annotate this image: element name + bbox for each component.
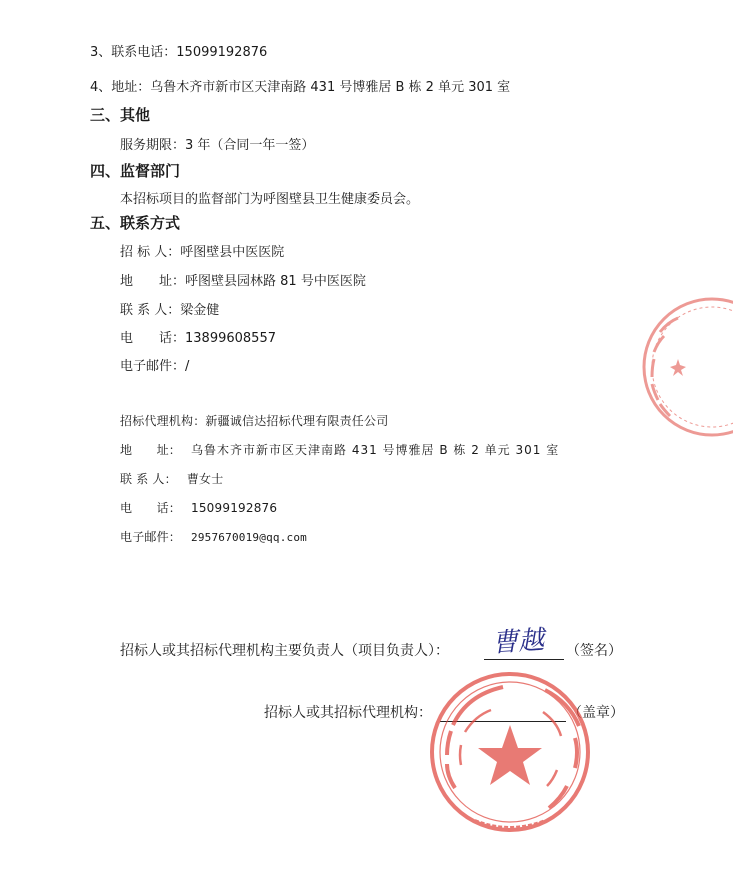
agency-address: 乌鲁木齐市新市区天津南路 431 号博雅居 B 栋 2 单元 301 室 <box>191 443 560 457</box>
phone-line <box>90 41 267 60</box>
agency-email-row <box>120 528 307 545</box>
responsible-person-row <box>120 640 449 660</box>
phone-label: 3、联系电话： <box>90 45 177 60</box>
agency-phone: 15099192876 <box>191 501 278 515</box>
org-label: 招标人或其招标代理机构： <box>264 705 432 721</box>
tenderer-address: 呼图壁县园林路 81 号中医医院 <box>185 274 366 289</box>
tenderer-contact-row <box>120 299 219 318</box>
handwritten-signature: 曹越 <box>491 625 546 659</box>
agency-seal-icon <box>425 670 595 835</box>
agency-name: 新疆诚信达招标代理有限责任公司 <box>205 414 389 428</box>
tenderer-name-row <box>120 241 284 260</box>
phone-value: 15099192876 <box>176 45 268 60</box>
tenderer-email-row <box>120 355 189 374</box>
agency-contact: 曹女士 <box>186 472 224 486</box>
address-line <box>90 76 510 95</box>
tenderer-address-row <box>120 270 366 289</box>
seal-suffix: （盖章） <box>568 705 624 721</box>
tenderer-email: / <box>185 359 190 374</box>
agency-email-label: 电子邮件： <box>120 530 182 544</box>
tenderer-name: 呼图壁县中医医院 <box>180 245 285 260</box>
responsible-label: 招标人或其招标代理机构主要负责人（项目负责人）： <box>120 643 449 659</box>
tenderer-email-label: 电子邮件： <box>120 359 186 374</box>
agency-name-label: 招标代理机构： <box>120 414 206 428</box>
supervision-text: 本招标项目的监督部门为呼图壁县卫生健康委员会。 <box>120 192 420 207</box>
tenderer-address-label: 地 址： <box>120 274 186 289</box>
address-value: 乌鲁木齐市新市区天津南路 431 号博雅居 B 栋 2 单元 301 室 <box>150 80 511 95</box>
tenderer-contact-label: 联 系 人： <box>120 303 181 318</box>
section-4-heading: 四、监督部门 <box>90 162 181 180</box>
agency-contact-row <box>120 470 223 487</box>
tenderer-seal-partial-icon <box>630 292 733 442</box>
service-period-text: 服务期限：3 年（合同一年一签） <box>120 138 315 153</box>
agency-address-row <box>120 441 559 458</box>
agency-phone-label: 电 话： <box>120 501 182 515</box>
agency-phone-row <box>120 499 277 516</box>
tenderer-contact: 梁金健 <box>180 303 220 318</box>
sign-suffix: （签名） <box>566 643 622 659</box>
agency-contact-label: 联 系 人： <box>120 472 177 486</box>
agency-name-row <box>120 412 388 429</box>
tenderer-phone: 13899608557 <box>185 331 276 346</box>
tenderer-phone-label: 电 话： <box>120 331 186 346</box>
address-label: 4、地址： <box>90 80 151 95</box>
section-3-heading: 三、其他 <box>90 106 151 124</box>
agency-address-label: 地 址： <box>120 443 182 457</box>
tenderer-name-label: 招 标 人： <box>120 245 181 260</box>
tenderer-phone-row <box>120 327 276 346</box>
section-5-heading: 五、联系方式 <box>90 214 181 232</box>
agency-email: 2957670019@qq.com <box>191 531 307 544</box>
